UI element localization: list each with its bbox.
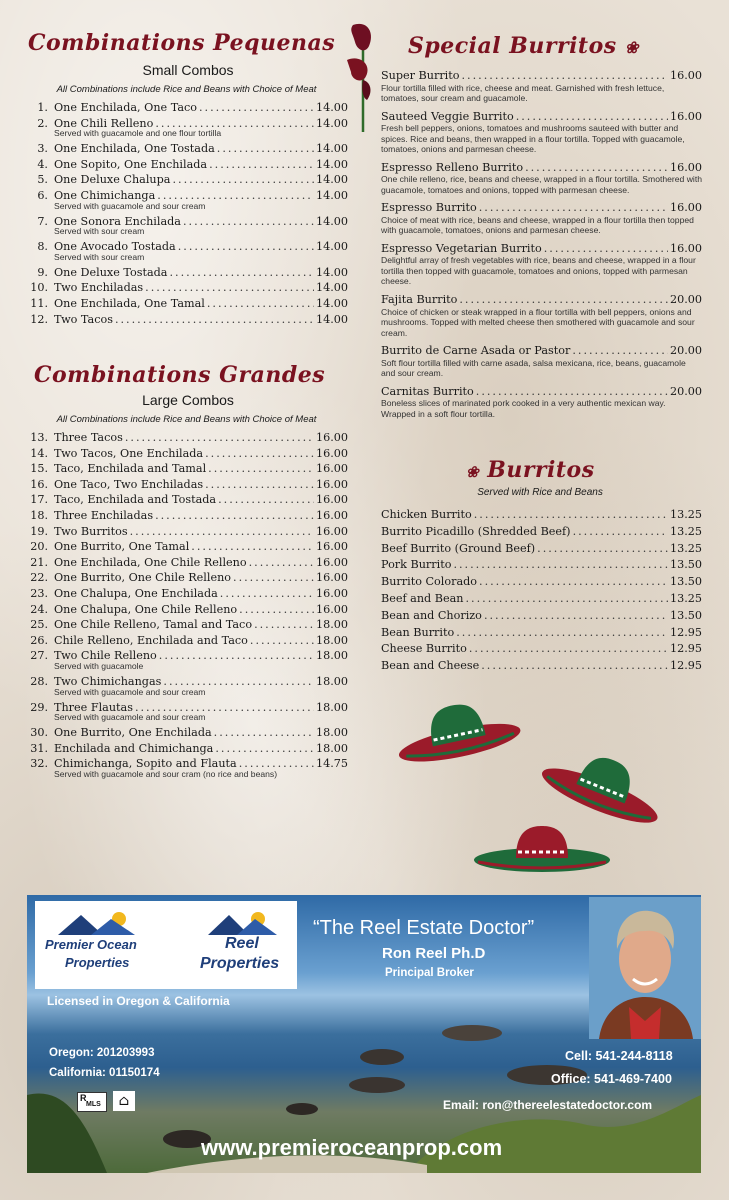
item-number: 22. [30,571,48,585]
leader-dots [233,570,314,586]
equal-housing-icon: ⌂ [113,1091,135,1111]
menu-item-row [26,296,348,312]
item-name: One Chimichanga [54,188,156,202]
item-number: 13. [30,431,48,444]
mls-badge [77,1092,107,1112]
menu-item-row [26,741,348,757]
burritos-title [466,457,666,483]
item-number: 32. [30,757,48,771]
menu-item-row [26,446,348,462]
item-description: Served with guacamole and sour cream [54,200,206,211]
item-description: Served with guacamole and sour cream [54,712,206,723]
item-number: 26. [30,633,48,647]
item-price: 16.00 [669,241,702,255]
item-price: 16.00 [315,555,348,569]
item-price: 18.00 [315,674,348,688]
item-number: 30. [30,726,48,740]
broker-role: Principal Broker [385,967,474,979]
item-price: 12.95 [669,625,702,639]
menu-item-row [381,658,702,675]
item-name: Chicken Burrito [381,508,472,521]
calla-lily-icon [343,20,383,132]
item-price: 14.00 [315,265,348,279]
item-name: Two Chile Relleno [54,649,157,663]
sombrero-icon [392,695,522,765]
item-price: 16.00 [669,160,702,174]
leader-dots [115,312,314,328]
leader-dots [199,100,314,116]
item-name: Three Enchiladas [54,508,154,522]
menu-item-row [381,541,702,558]
menu-item-row [381,641,702,658]
leader-dots [572,343,668,359]
leader-dots [456,625,668,642]
licensed-text: Licensed in Oregon & California [47,994,230,1008]
ad-headline: “The Reel Estate Doctor” [313,917,535,939]
leader-dots [208,461,314,477]
item-price: 13.50 [669,558,702,572]
item-price: 13.50 [669,575,702,589]
leader-dots [469,641,668,658]
item-description: Served with guacamole [54,660,144,671]
menu-item-row [381,507,702,524]
item-number: 1. [37,101,48,114]
item-description: Choice of meat with rice, beans and cheese, wrapped in a flour tortilla then topped with guacamole, tomatoes, onions and parmesan cheese. [381,214,694,236]
menu-item-row [381,200,702,216]
grandes-list [26,430,348,782]
sombrero-icon [538,750,666,830]
item-number: 7. [37,214,48,228]
item-number: 27. [30,649,48,663]
item-name: One Deluxe Chalupa [54,173,171,187]
grandes-note: All Combinations include Rice and Beans with Choice of Meat [56,414,317,425]
item-number: 3. [37,142,48,156]
pequenas-title: Combinations Pequenas [28,30,336,56]
item-name: Chile Relleno, Enchilada and Taco [54,633,248,647]
grandes-subtitle: Large Combos [142,392,234,408]
item-number: 25. [30,618,48,632]
house-logo-icon [203,909,283,937]
menu-item-row [26,586,348,602]
menu-item-row [26,602,348,618]
leader-dots [484,608,668,625]
item-name: One Chili Relleno [54,116,154,130]
grandes-title: Combinations Grandes [34,362,326,388]
item-price: 18.00 [315,700,348,714]
logo1-line1: Premier Ocean [45,937,137,952]
leader-dots [130,524,314,540]
menu-item-row [381,160,702,176]
menu-item-row [381,574,702,591]
leader-dots [218,492,314,508]
item-price: 16.00 [315,602,348,616]
item-description: Served with guacamole and sour cream [54,686,206,697]
item-price: 14.00 [315,173,348,187]
item-name: One Enchilada, One Tostada [54,142,215,156]
item-name: Two Enchiladas [54,281,144,295]
item-price: 14.00 [315,157,348,171]
leader-dots [254,617,314,633]
leader-dots [481,658,668,675]
item-name: Two Burritos [54,524,128,538]
menu-item-row [381,109,702,125]
item-name: One Burrito, One Enchilada [54,726,212,740]
item-name: Espresso Burrito [381,201,477,215]
item-name: One Chalupa, One Chile Relleno [54,602,238,616]
special-title-text: Special Burritos [408,33,617,59]
item-number: 21. [30,555,48,569]
item-name: One Sonora Enchilada [54,214,181,228]
menu-item-row [381,591,702,608]
menu-item-row [26,617,348,633]
item-name: Pork Burrito [381,558,452,572]
item-description: Delightful array of fresh vegetables with rice, beans and cheese, wrapped in a flour tortilla then topped with guacamole, tomatoes and onions, topped with parmesan cheese. [381,255,696,287]
leader-dots [214,725,314,741]
special-burrito-item [381,160,702,196]
burritos-title-text: Burritos [487,457,595,483]
menu-item-row [26,570,348,586]
menu-item-row [26,157,348,173]
item-number: 9. [37,265,48,279]
item-name: Sauteed Veggie Burrito [381,109,514,123]
item-description: One chile relleno, rice, beans and cheese, wrapped in a flour tortilla. Smothered with guacamole, tomatoes and onions, topped with parmesan cheese. [381,174,703,195]
item-name: One Burrito, One Tamal [54,540,190,554]
item-price: 12.95 [669,659,702,673]
item-price: 16.00 [315,571,348,585]
logo1-line2: Properties [65,955,130,970]
item-price: 18.00 [315,618,348,632]
item-number: 19. [30,524,48,538]
menu-item-row [381,68,702,84]
item-number: 31. [30,741,48,755]
item-name: Beef and Bean [381,591,464,605]
leader-dots [159,648,314,664]
special-title [408,33,688,59]
item-price: 13.25 [669,508,702,521]
item-name: Bean Burrito [381,625,455,639]
item-description: Served with sour cream [54,251,145,262]
leader-dots [207,296,314,312]
special-burrito-item [381,109,702,155]
item-price: 14.00 [315,214,348,228]
email-text: Email: ron@thereelestatedoctor.com [443,1098,653,1112]
menu-item-row [26,312,348,328]
item-number: 23. [30,586,48,600]
item-number: 4. [37,157,48,171]
oregon-license: Oregon: 201203993 [49,1047,155,1059]
item-name: One Sopito, One Enchilada [54,157,208,171]
item-price: 13.25 [669,524,702,538]
item-price: 14.00 [315,281,348,295]
item-name: One Taco, Two Enchiladas [54,477,204,491]
item-name: Taco, Enchilada and Tamal [54,462,207,476]
leader-dots [172,172,314,188]
item-number: 20. [30,540,48,554]
item-price: 20.00 [669,344,702,358]
logo2-line2: Properties [200,955,280,972]
leader-dots [516,109,668,125]
item-name: Chimichanga, Sopito and Flauta [54,757,237,771]
leader-dots [209,157,314,173]
item-description: Served with guacamole and sour cram (no rice and beans) [54,768,278,779]
item-price: 18.00 [315,649,348,663]
menu-item-row [26,430,348,446]
item-name: Taco, Enchilada and Tostada [54,493,217,507]
sombrero-icon [472,822,612,880]
menu-item-row [26,461,348,477]
leader-dots [205,446,314,462]
menu-item-row [26,539,348,555]
menu-item-row [26,508,348,524]
item-price: 14.00 [315,296,348,310]
item-price: 16.00 [315,493,348,507]
menu-item-row [26,280,348,296]
item-name: Burrito Picadillo (Shredded Beef) [381,524,571,538]
item-name: One Enchilada, One Tamal [54,296,205,310]
leader-dots [474,507,668,524]
burritos-list [381,507,702,675]
item-price: 16.00 [669,201,702,215]
item-number: 28. [30,674,48,688]
item-price: 16.00 [315,462,348,476]
item-price: 16.00 [315,477,348,491]
leader-dots [525,160,668,176]
item-price: 14.00 [315,312,348,326]
item-description: Choice of chicken or steak wrapped in a flour tortilla with bell peppers, onions and mushrooms. Topped with melted cheese then smothered with guacamole and sour cream. [381,306,695,338]
special-burrito-item [381,241,702,287]
menu-item-row [26,492,348,508]
item-name: Burrito Colorado [381,575,478,589]
broker-portrait [589,897,701,1039]
flower-ornament-icon: ❀ [466,463,480,481]
menu-item-row [26,725,348,741]
leader-dots [217,141,314,157]
item-name: One Enchilada, One Chile Relleno [54,555,247,569]
leader-dots [191,539,314,555]
pequenas-list [26,100,348,327]
item-number: 15. [30,462,48,476]
item-price: 16.00 [315,446,348,460]
item-price: 14.00 [315,142,348,156]
leader-dots [145,280,314,296]
special-burrito-item [381,68,702,104]
leader-dots [178,239,314,255]
item-name: Two Tacos, One Enchilada [54,446,204,460]
leader-dots [453,557,668,574]
leader-dots [462,68,668,84]
item-price: 20.00 [669,384,702,398]
item-price: 16.00 [315,586,348,600]
menu-item-row [26,477,348,493]
leader-dots [155,508,314,524]
item-name: One Chile Relleno, Tamal and Taco [54,618,253,632]
leader-dots [183,214,314,230]
item-price: 16.00 [669,109,702,123]
menu-item-row [26,172,348,188]
item-number: 24. [30,602,48,616]
broker-name: Ron Reel Ph.D [382,945,486,962]
item-number: 5. [37,173,48,187]
item-description: Served with sour cream [54,226,145,237]
special-burrito-item [381,200,702,236]
mls-text: MLS [86,1101,101,1108]
item-name: Bean and Chorizo [381,608,482,622]
leader-dots [465,591,667,608]
item-description: Fresh bell peppers, onions, tomatoes and mushrooms sauteed with butter and spices. Rice and beans, then wrapped in a flour tortilla. Topped with guacamole, tomatoes, onions and parmesan cheese. [381,123,685,155]
leader-dots [573,524,668,541]
menu-item-row [381,343,702,359]
flower-ornament-icon: ❀ [624,38,639,57]
office-phone: Office: 541-469-7400 [551,1072,672,1086]
leader-dots [479,200,668,216]
item-description: Boneless slices of marinated pork cooked in a very authentic mexican way. Wrapped in a soft flour tortilla. [381,398,666,419]
leader-dots [476,384,668,400]
item-name: Burrito de Carne Asada or Pastor [381,344,571,358]
leader-dots [544,241,668,257]
item-price: 13.50 [669,608,702,622]
item-name: One Enchilada, One Taco [54,101,197,114]
menu-item-row [381,292,702,308]
item-price: 14.00 [315,240,348,254]
menu-item-row [381,384,702,400]
pequenas-note: All Combinations include Rice and Beans with Choice of Meat [56,84,317,95]
menu-item-row [26,633,348,649]
item-number: 2. [37,116,48,130]
menu-item-row [381,557,702,574]
item-number: 11. [30,296,48,310]
leader-dots [220,586,314,602]
item-number: 6. [37,188,48,202]
item-name: Enchilada and Chimichanga [54,741,214,755]
real-estate-ad [27,895,701,1173]
special-list [381,68,702,424]
menu-item-row [26,100,348,116]
item-price: 16.00 [315,524,348,538]
cell-phone: Cell: 541-244-8118 [565,1049,673,1063]
leader-dots [249,555,314,571]
leader-dots [215,741,314,757]
leader-dots [250,633,314,649]
special-burrito-item [381,384,702,420]
item-description: Flour tortilla filled with rice, cheese and meat. Garnished with fresh lettuce, tomatoes, sour cream and guacamole. [381,82,665,104]
item-price: 18.00 [315,633,348,647]
house-logo-icon [53,909,143,937]
item-price: 13.25 [669,541,702,555]
california-license: California: 01150174 [49,1067,160,1079]
item-number: 29. [30,700,48,714]
item-name: Beef Burrito (Ground Beef) [381,541,536,555]
special-burrito-item [381,343,702,379]
menu-item-row [381,524,702,541]
broker-logos [35,901,297,989]
item-name: Two Tacos [54,312,113,326]
item-name: Three Flautas [54,700,133,714]
item-name: Cheese Burrito [381,642,467,656]
item-price: 16.00 [315,431,348,444]
item-name: Two Chimichangas [54,674,162,688]
item-name: One Deluxe Tostada [54,265,168,279]
item-number: 12. [30,312,48,326]
item-price: 14.00 [315,116,348,130]
item-number: 8. [37,240,48,254]
item-price: 12.95 [669,642,702,656]
item-number: 14. [30,446,48,460]
item-name: Carnitas Burrito [381,384,474,398]
menu-item-row [381,625,702,642]
item-price: 14.00 [315,188,348,202]
item-name: One Burrito, One Chile Relleno [54,571,232,585]
item-price: 16.00 [315,540,348,554]
leader-dots [239,602,314,618]
pequenas-subtitle: Small Combos [142,62,234,78]
leader-dots [169,265,313,281]
menu-item-row [26,265,348,281]
item-price: 14.00 [315,101,348,114]
item-number: 16. [30,477,48,491]
item-price: 16.00 [315,508,348,522]
item-name: Espresso Vegetarian Burrito [381,241,542,255]
item-price: 16.00 [669,69,702,82]
leader-dots [479,574,668,591]
item-name: Three Tacos [54,431,123,444]
burritos-subtitle: Served with Rice and Beans [477,487,603,498]
leader-dots [459,292,668,308]
menu-item-row [26,524,348,540]
menu-item-row [381,608,702,625]
leader-dots [125,430,314,446]
item-number: 10. [30,281,48,295]
logo2-line1: Reel [225,935,259,952]
website-text: www.premieroceanprop.com [201,1135,503,1160]
item-price: 20.00 [669,292,702,306]
menu-item-row [26,141,348,157]
item-name: Espresso Relleno Burrito [381,160,524,174]
item-description: Served with guacamole and one flour tortilla [54,128,222,139]
item-number: 18. [30,508,48,522]
menu-item-row [381,241,702,257]
realtor-r-icon: R [80,1093,87,1103]
item-name: One Chalupa, One Enchilada [54,586,218,600]
leader-dots [205,477,314,493]
leader-dots [537,541,668,558]
item-number: 17. [30,493,48,507]
item-price: 18.00 [315,741,348,755]
item-name: Super Burrito [381,69,460,82]
item-price: 18.00 [315,726,348,740]
special-burrito-item [381,292,702,338]
item-name: Fajita Burrito [381,292,458,306]
item-description: Soft flour tortilla filled with carne asada, salsa mexicana, rice, beans, guacamole and sour cream. [381,357,686,379]
item-name: Bean and Cheese [381,659,480,673]
menu-item-row [26,555,348,571]
item-price: 13.25 [669,591,702,605]
item-price: 14.75 [315,757,348,771]
item-name: One Avocado Tostada [54,240,176,254]
